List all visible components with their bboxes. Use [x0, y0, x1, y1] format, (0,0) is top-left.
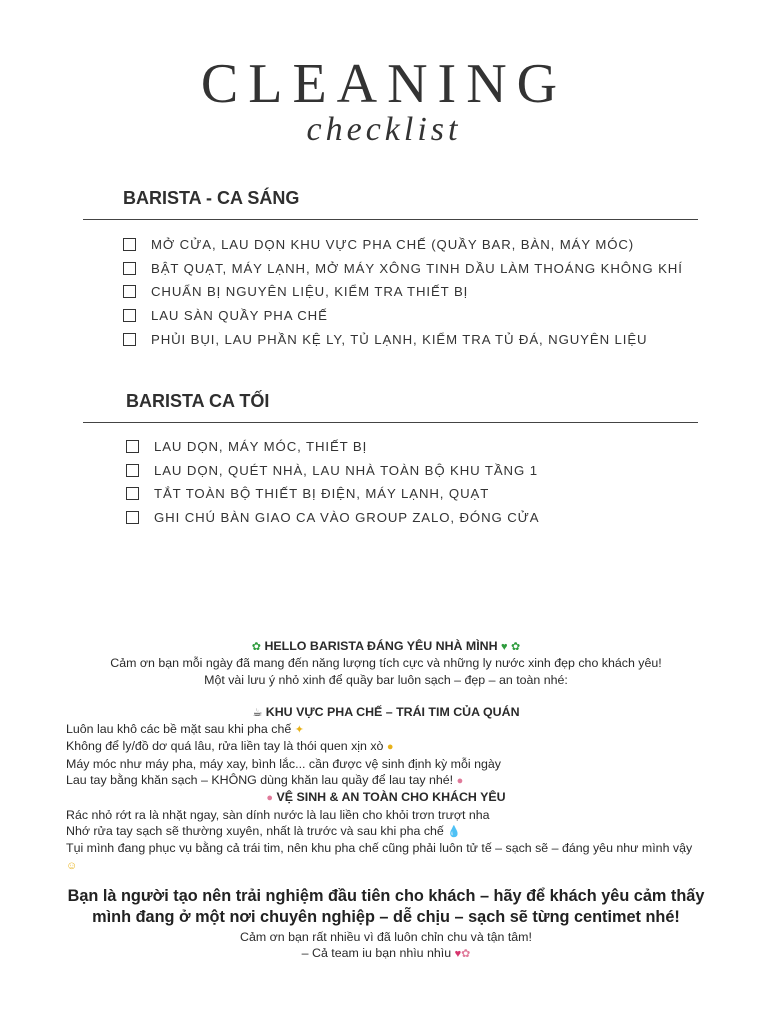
checklist-item[interactable]: [126, 435, 540, 459]
checkbox[interactable]: [123, 262, 136, 275]
section1-heading: [66, 704, 706, 721]
greeting-text: HELLO BARISTA ĐÁNG YÊU NHÀ MÌNH: [264, 639, 498, 653]
note-line: [66, 807, 706, 823]
evening-divider: [83, 422, 698, 423]
checklist-item-label: TẮT TOÀN BỘ THIẾT BỊ ĐIỆN, MÁY LẠNH, QUẠT: [154, 486, 490, 502]
checklist-item-label: LAU DỌN, MÁY MÓC, THIẾT BỊ: [154, 439, 368, 455]
note-text: Tụi mình đang phục vụ bằng cả trái tim, nên khu pha chế cũng phải luôn tử tế – sạch sẽ – đáng yêu như mình vậy: [66, 841, 693, 856]
soap-icon: ●: [456, 775, 464, 788]
checkbox[interactable]: [123, 238, 136, 251]
note-text: Rác nhỏ rớt ra là nhặt ngay, sàn dính nước là lau liền cho khỏi trơn trượt nha: [66, 807, 490, 822]
intro-text: Một vài lưu ý nhỏ xinh để quầy bar luôn sạch – đẹp – an toàn nhé:: [204, 672, 568, 687]
section1-title: KHU VỰC PHA CHẾ – TRÁI TIM CỦA QUÁN: [265, 704, 520, 719]
checkbox[interactable]: [126, 511, 139, 524]
checklist-item[interactable]: [126, 459, 540, 483]
kissing-face-icon: ☺: [66, 859, 78, 872]
checklist-item-label: LAU SÀN QUẦY PHA CHẾ: [151, 308, 328, 324]
note-line: [66, 840, 706, 874]
note-text: Luôn lau khô các bề mặt sau khi pha chế: [66, 722, 292, 737]
checklist-item-label: GHI CHÚ BÀN GIAO CA VÀO GROUP ZALO, ĐÓNG CỬA: [154, 510, 540, 526]
note-text: Máy móc như máy pha, máy xay, bình lắc... cần được vệ sinh định kỳ mỗi ngày: [66, 756, 501, 771]
soap-icon: ●: [266, 792, 274, 805]
two-hearts-icon: ♥: [454, 948, 462, 961]
closing-message: Bạn là người tạo nên trải nghiệm đầu tiên cho khách – hãy để khách yêu cảm thấy mình đang ở một nơi chuyên nghiệp – dễ chịu – sạch sẽ từng centimet nhé!: [67, 886, 705, 927]
flexed-biceps-icon: ●: [386, 741, 394, 754]
checklist-item[interactable]: [123, 280, 683, 304]
page-subtitle: checklist: [306, 111, 462, 148]
evening-checklist: [126, 435, 540, 529]
checklist-item-label: BẬT QUẠT, MÁY LẠNH, MỞ MÁY XÔNG TINH DẦU LÀM THOÁNG KHÔNG KHÍ: [151, 260, 683, 276]
greeting-line: [66, 638, 706, 655]
thanks-text: Cảm ơn bạn mỗi ngày đã mang đến năng lượng tích cực và những ly nước xinh đẹp cho khách yêu!: [110, 656, 662, 671]
checklist-item-label: LAU DỌN, QUÉT NHÀ, LAU NHÀ TOÀN BỘ KHU TẦNG 1: [154, 462, 538, 478]
checkbox[interactable]: [126, 440, 139, 453]
note-line: [66, 772, 706, 789]
checklist-item-label: MỞ CỬA, LAU DỌN KHU VỰC PHA CHẾ (QUẦY BAR, BÀN, MÁY MÓC): [151, 237, 635, 253]
checkbox[interactable]: [123, 285, 136, 298]
signature-line: [66, 945, 706, 962]
herb-icon: ✿: [511, 641, 521, 653]
checklist-item-label: CHUẨN BỊ NGUYÊN LIỆU, KIỂM TRA THIẾT BỊ: [151, 284, 469, 300]
note-line: [66, 756, 706, 772]
herb-icon: ✿: [251, 641, 261, 653]
checklist-item[interactable]: [123, 257, 683, 281]
closing-thanks: Cảm ơn bạn rất nhiều vì đã luôn chỉn chu và tận tâm!: [240, 929, 532, 944]
checklist-item[interactable]: [123, 327, 683, 351]
morning-checklist: [123, 233, 683, 351]
section2-title: VỆ SINH & AN TOÀN CHO KHÁCH YÊU: [276, 790, 506, 805]
checkbox[interactable]: [126, 464, 139, 477]
checkbox[interactable]: [126, 487, 139, 500]
morning-divider: [83, 219, 698, 220]
checkbox[interactable]: [123, 309, 136, 322]
note-line: [66, 721, 706, 738]
morning-shift-title: BARISTA - CA SÁNG: [123, 188, 300, 208]
checkbox[interactable]: [123, 333, 136, 346]
note-text: Nhớ rửa tay sạch sẽ thường xuyên, nhất là trước và sau khi pha chế: [66, 823, 444, 838]
note-line: [66, 823, 706, 840]
note-line: [66, 738, 706, 755]
notes-section: [66, 638, 706, 962]
cherry-blossom-icon: ✿: [461, 948, 471, 961]
checklist-item[interactable]: [126, 482, 540, 506]
section2-heading: [66, 789, 706, 806]
checklist-item[interactable]: [123, 233, 683, 257]
checklist-item[interactable]: [126, 506, 540, 530]
checklist-item[interactable]: [123, 304, 683, 328]
note-text: Không để ly/đồ dơ quá lâu, rửa liền tay là thói quen xịn xò: [66, 739, 384, 754]
green-heart-icon: ♥: [501, 641, 508, 653]
note-text: Lau tay bằng khăn sạch – KHÔNG dùng khăn lau quầy để lau tay nhé!: [66, 773, 454, 788]
coffee-icon: ☕: [252, 706, 263, 719]
signature-text: – Cả team iu bạn nhìu nhìu: [301, 946, 452, 961]
water-droplets-icon: 💧: [447, 825, 461, 838]
checklist-item-label: PHỦI BỤI, LAU PHẦN KỆ LY, TỦ LẠNH, KIỂM TRA TỦ ĐÁ, NGUYÊN LIỆU: [151, 331, 648, 347]
evening-shift-title: BARISTA CA TỐI: [126, 391, 270, 411]
sparkles-icon: ✦: [294, 724, 304, 737]
page-title: CLEANING: [200, 53, 568, 115]
